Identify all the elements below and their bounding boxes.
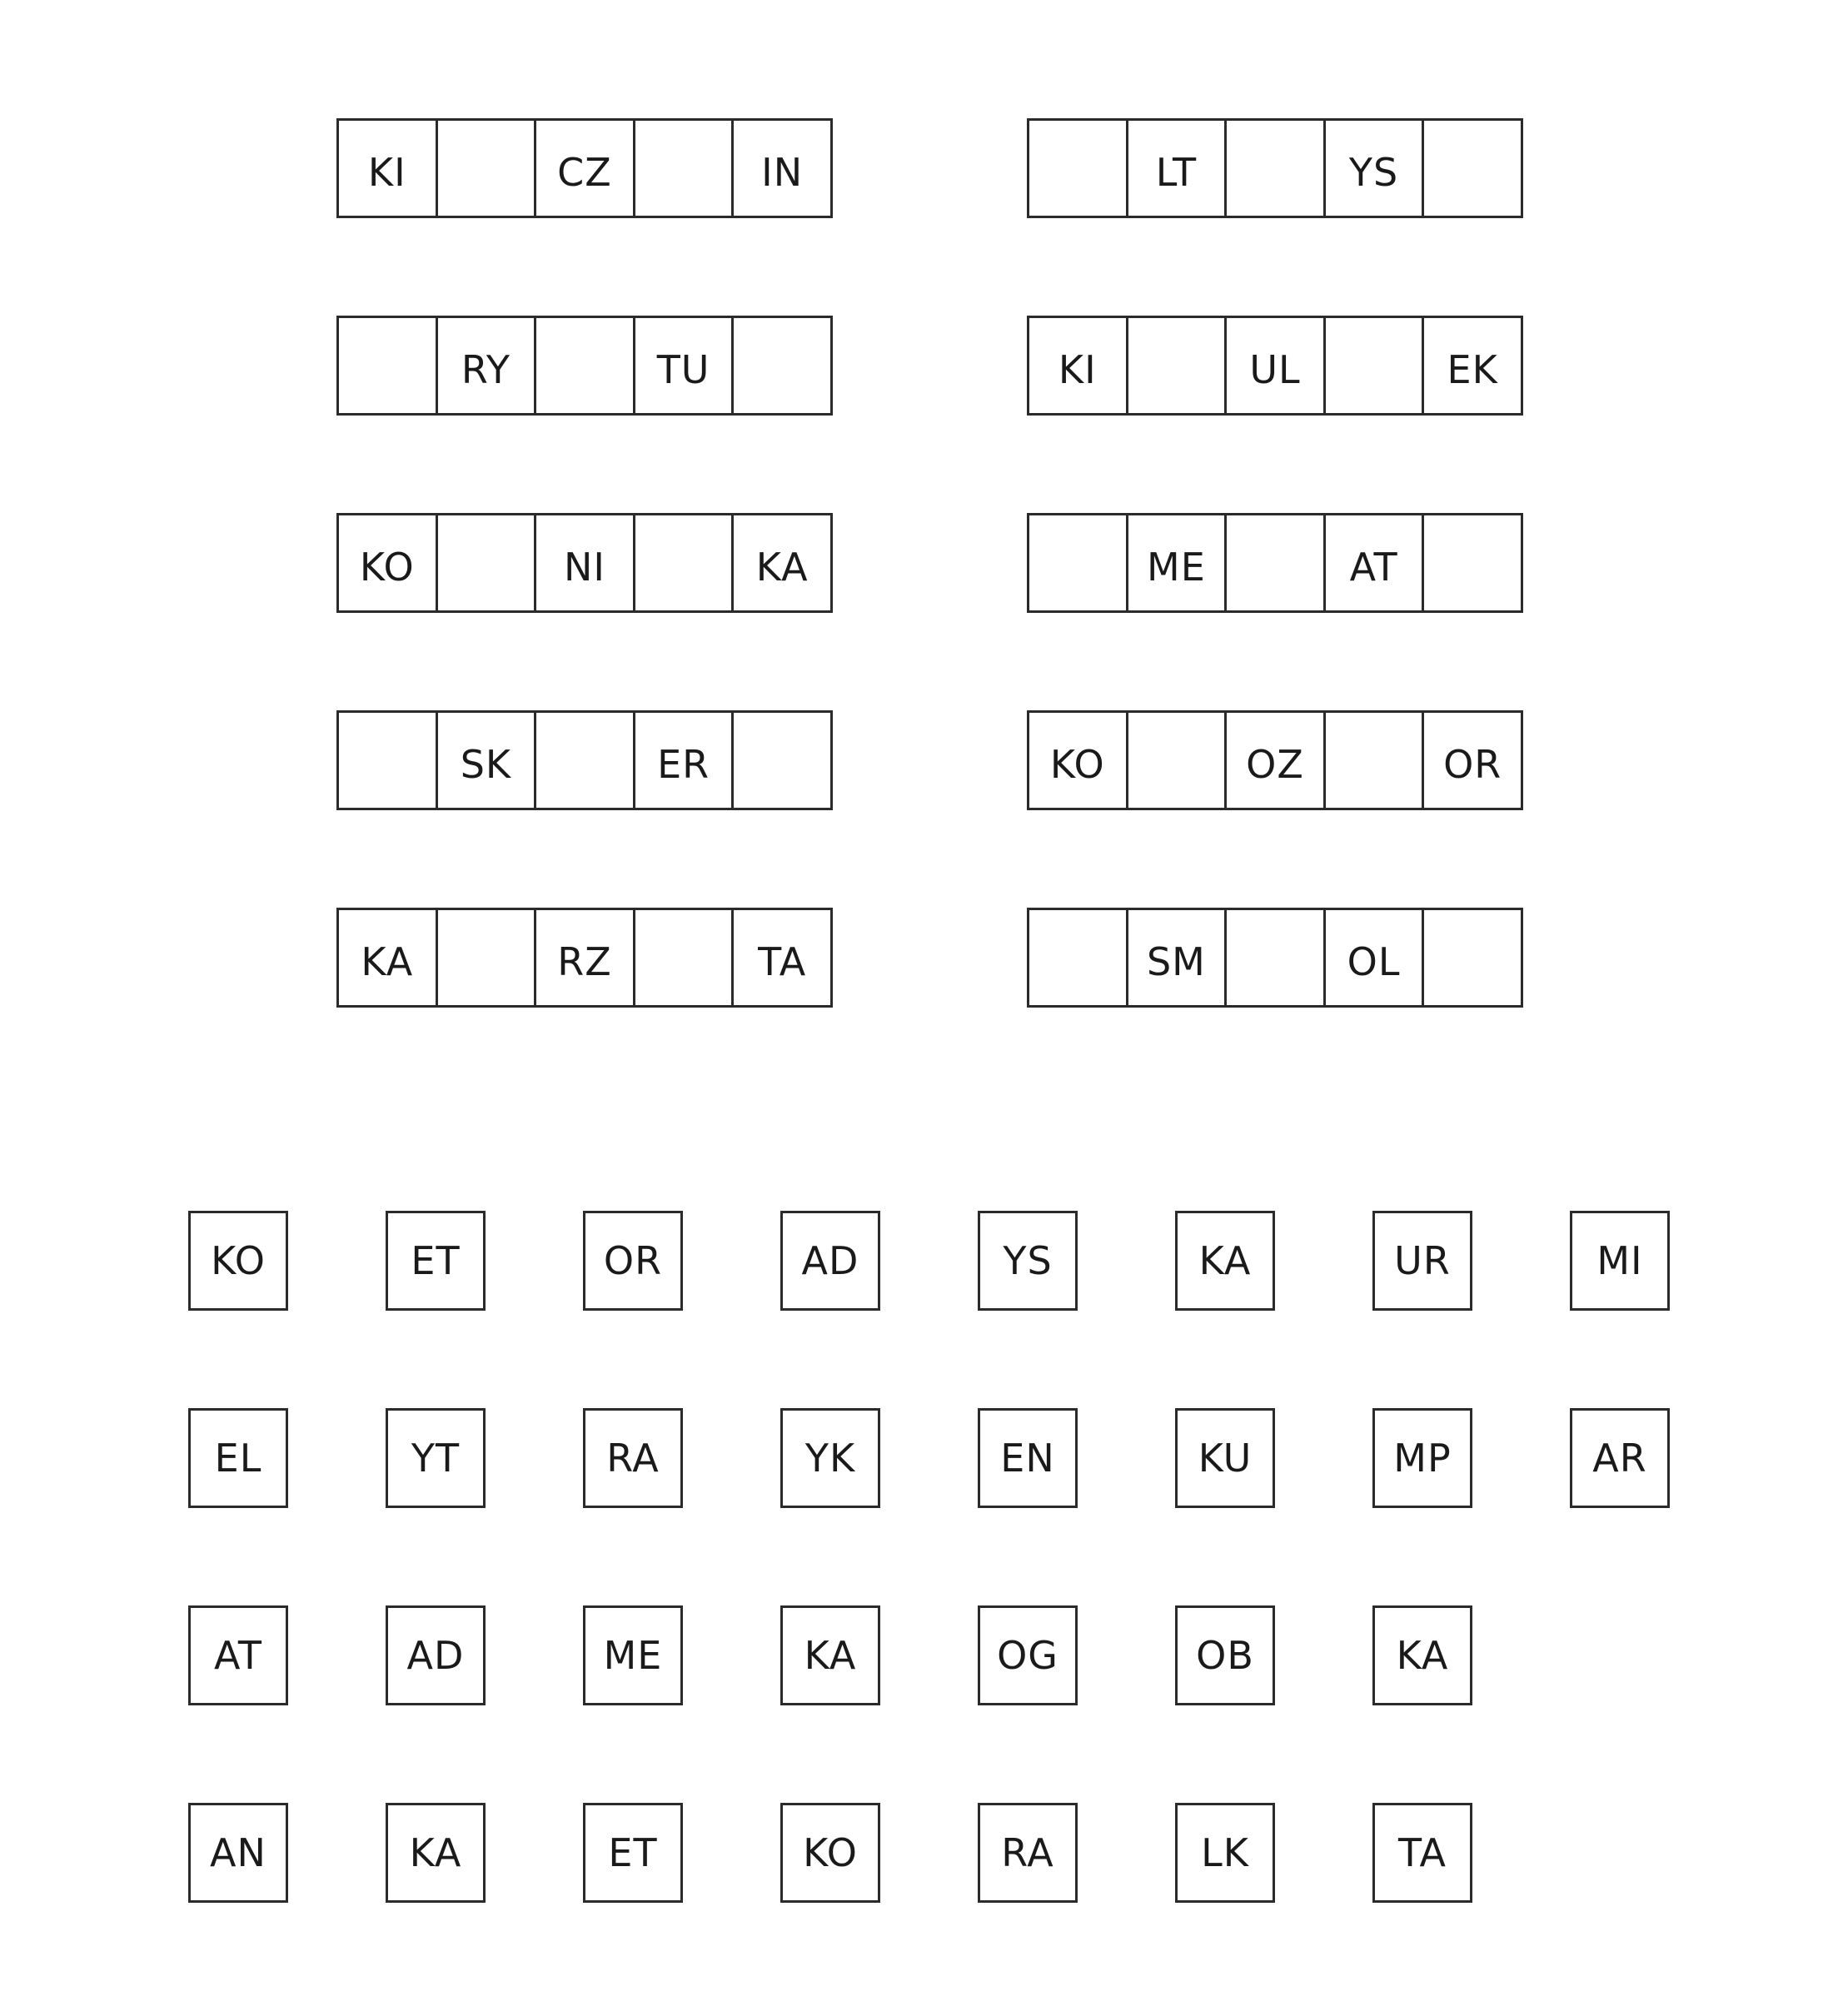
right-word-row-5	[1027, 908, 1523, 1008]
empty-answer-cell[interactable]	[1424, 910, 1521, 1005]
empty-answer-cell[interactable]	[1029, 121, 1128, 216]
left-word-row-3	[336, 513, 833, 613]
syllable-cell: ME	[1128, 515, 1228, 610]
empty-answer-cell[interactable]	[1128, 318, 1228, 413]
syllable-tile[interactable]: OG	[978, 1605, 1078, 1705]
syllable-tile[interactable]: ET	[386, 1211, 486, 1311]
syllable-cell: TU	[635, 318, 735, 413]
syllable-tile[interactable]: KU	[1175, 1408, 1275, 1508]
empty-answer-cell[interactable]	[438, 910, 537, 1005]
syllable-cell: KO	[1029, 713, 1128, 808]
syllable-cell: YS	[1326, 121, 1425, 216]
empty-answer-cell[interactable]	[1424, 121, 1521, 216]
syllable-tile[interactable]: UR	[1372, 1211, 1472, 1311]
empty-answer-cell[interactable]	[734, 713, 830, 808]
syllable-tile[interactable]: AD	[780, 1211, 880, 1311]
syllable-tile[interactable]: MI	[1570, 1211, 1670, 1311]
syllable-tile[interactable]: MP	[1372, 1408, 1472, 1508]
empty-answer-cell[interactable]	[1326, 713, 1425, 808]
syllable-cell: OR	[1443, 742, 1502, 787]
empty-answer-cell[interactable]	[339, 318, 438, 413]
syllable-tile[interactable]: KA	[780, 1605, 880, 1705]
syllable-tile[interactable]: KA	[1372, 1605, 1472, 1705]
empty-answer-cell[interactable]	[438, 121, 537, 216]
empty-answer-cell[interactable]	[734, 318, 830, 413]
left-word-row-5	[336, 908, 833, 1008]
syllable-cell: OL	[1326, 910, 1425, 1005]
syllable-tile[interactable]: TA	[1372, 1803, 1472, 1903]
empty-answer-cell[interactable]	[536, 713, 635, 808]
syllable-tile[interactable]: YT	[386, 1408, 486, 1508]
empty-answer-cell[interactable]	[1029, 515, 1128, 610]
syllable-tile[interactable]: AT	[188, 1605, 288, 1705]
syllable-tile[interactable]: KO	[780, 1803, 880, 1903]
syllable-tile[interactable]: OR	[583, 1211, 683, 1311]
syllable-tile[interactable]: KA	[1175, 1211, 1275, 1311]
syllable-cell: KA	[339, 910, 438, 1005]
right-word-row-1	[1027, 118, 1523, 218]
syllable-tile[interactable]: KO	[188, 1211, 288, 1311]
right-word-row-4	[1027, 710, 1523, 810]
syllable-tile[interactable]: LK	[1175, 1803, 1275, 1903]
left-word-row-1	[336, 118, 833, 218]
syllable-cell: RZ	[536, 910, 635, 1005]
left-word-row-4	[336, 710, 833, 810]
empty-answer-cell[interactable]	[438, 515, 537, 610]
syllable-tile[interactable]: RA	[583, 1408, 683, 1508]
empty-answer-cell[interactable]	[1424, 515, 1521, 610]
empty-answer-cell[interactable]	[635, 515, 735, 610]
syllable-cell: TA	[758, 939, 807, 984]
syllable-tile[interactable]: OB	[1175, 1605, 1275, 1705]
syllable-tile[interactable]: AR	[1570, 1408, 1670, 1508]
syllable-cell: LT	[1128, 121, 1228, 216]
right-word-row-2	[1027, 316, 1523, 416]
syllable-tile[interactable]: KA	[386, 1803, 486, 1903]
empty-answer-cell[interactable]	[339, 713, 438, 808]
syllable-tile[interactable]: ET	[583, 1803, 683, 1903]
syllable-cell: SM	[1128, 910, 1228, 1005]
syllable-cell: EK	[1447, 347, 1498, 392]
syllable-tile[interactable]: EN	[978, 1408, 1078, 1508]
syllable-cell: ER	[635, 713, 735, 808]
syllable-tile[interactable]: YS	[978, 1211, 1078, 1311]
syllable-cell: OZ	[1227, 713, 1326, 808]
syllable-tile[interactable]: AD	[386, 1605, 486, 1705]
left-word-row-2	[336, 316, 833, 416]
empty-answer-cell[interactable]	[635, 121, 735, 216]
empty-answer-cell[interactable]	[1227, 910, 1326, 1005]
empty-answer-cell[interactable]	[1227, 515, 1326, 610]
syllable-tile[interactable]: RA	[978, 1803, 1078, 1903]
syllable-cell: KO	[339, 515, 438, 610]
empty-answer-cell[interactable]	[635, 910, 735, 1005]
syllable-cell: KI	[1029, 318, 1128, 413]
syllable-cell: SK	[438, 713, 537, 808]
empty-answer-cell[interactable]	[1227, 121, 1326, 216]
syllable-cell: NI	[536, 515, 635, 610]
syllable-cell: KA	[755, 545, 809, 590]
syllable-cell: UL	[1227, 318, 1326, 413]
syllable-tile[interactable]: YK	[780, 1408, 880, 1508]
syllable-cell: CZ	[536, 121, 635, 216]
syllable-tile[interactable]: ME	[583, 1605, 683, 1705]
syllable-cell: IN	[761, 150, 804, 195]
empty-answer-cell[interactable]	[1128, 713, 1228, 808]
syllable-tile[interactable]: EL	[188, 1408, 288, 1508]
syllable-tile[interactable]: AN	[188, 1803, 288, 1903]
right-word-row-3	[1027, 513, 1523, 613]
syllable-cell: KI	[339, 121, 438, 216]
empty-answer-cell[interactable]	[1029, 910, 1128, 1005]
empty-answer-cell[interactable]	[536, 318, 635, 413]
syllable-cell: RY	[438, 318, 537, 413]
empty-answer-cell[interactable]	[1326, 318, 1425, 413]
syllable-cell: AT	[1326, 515, 1425, 610]
